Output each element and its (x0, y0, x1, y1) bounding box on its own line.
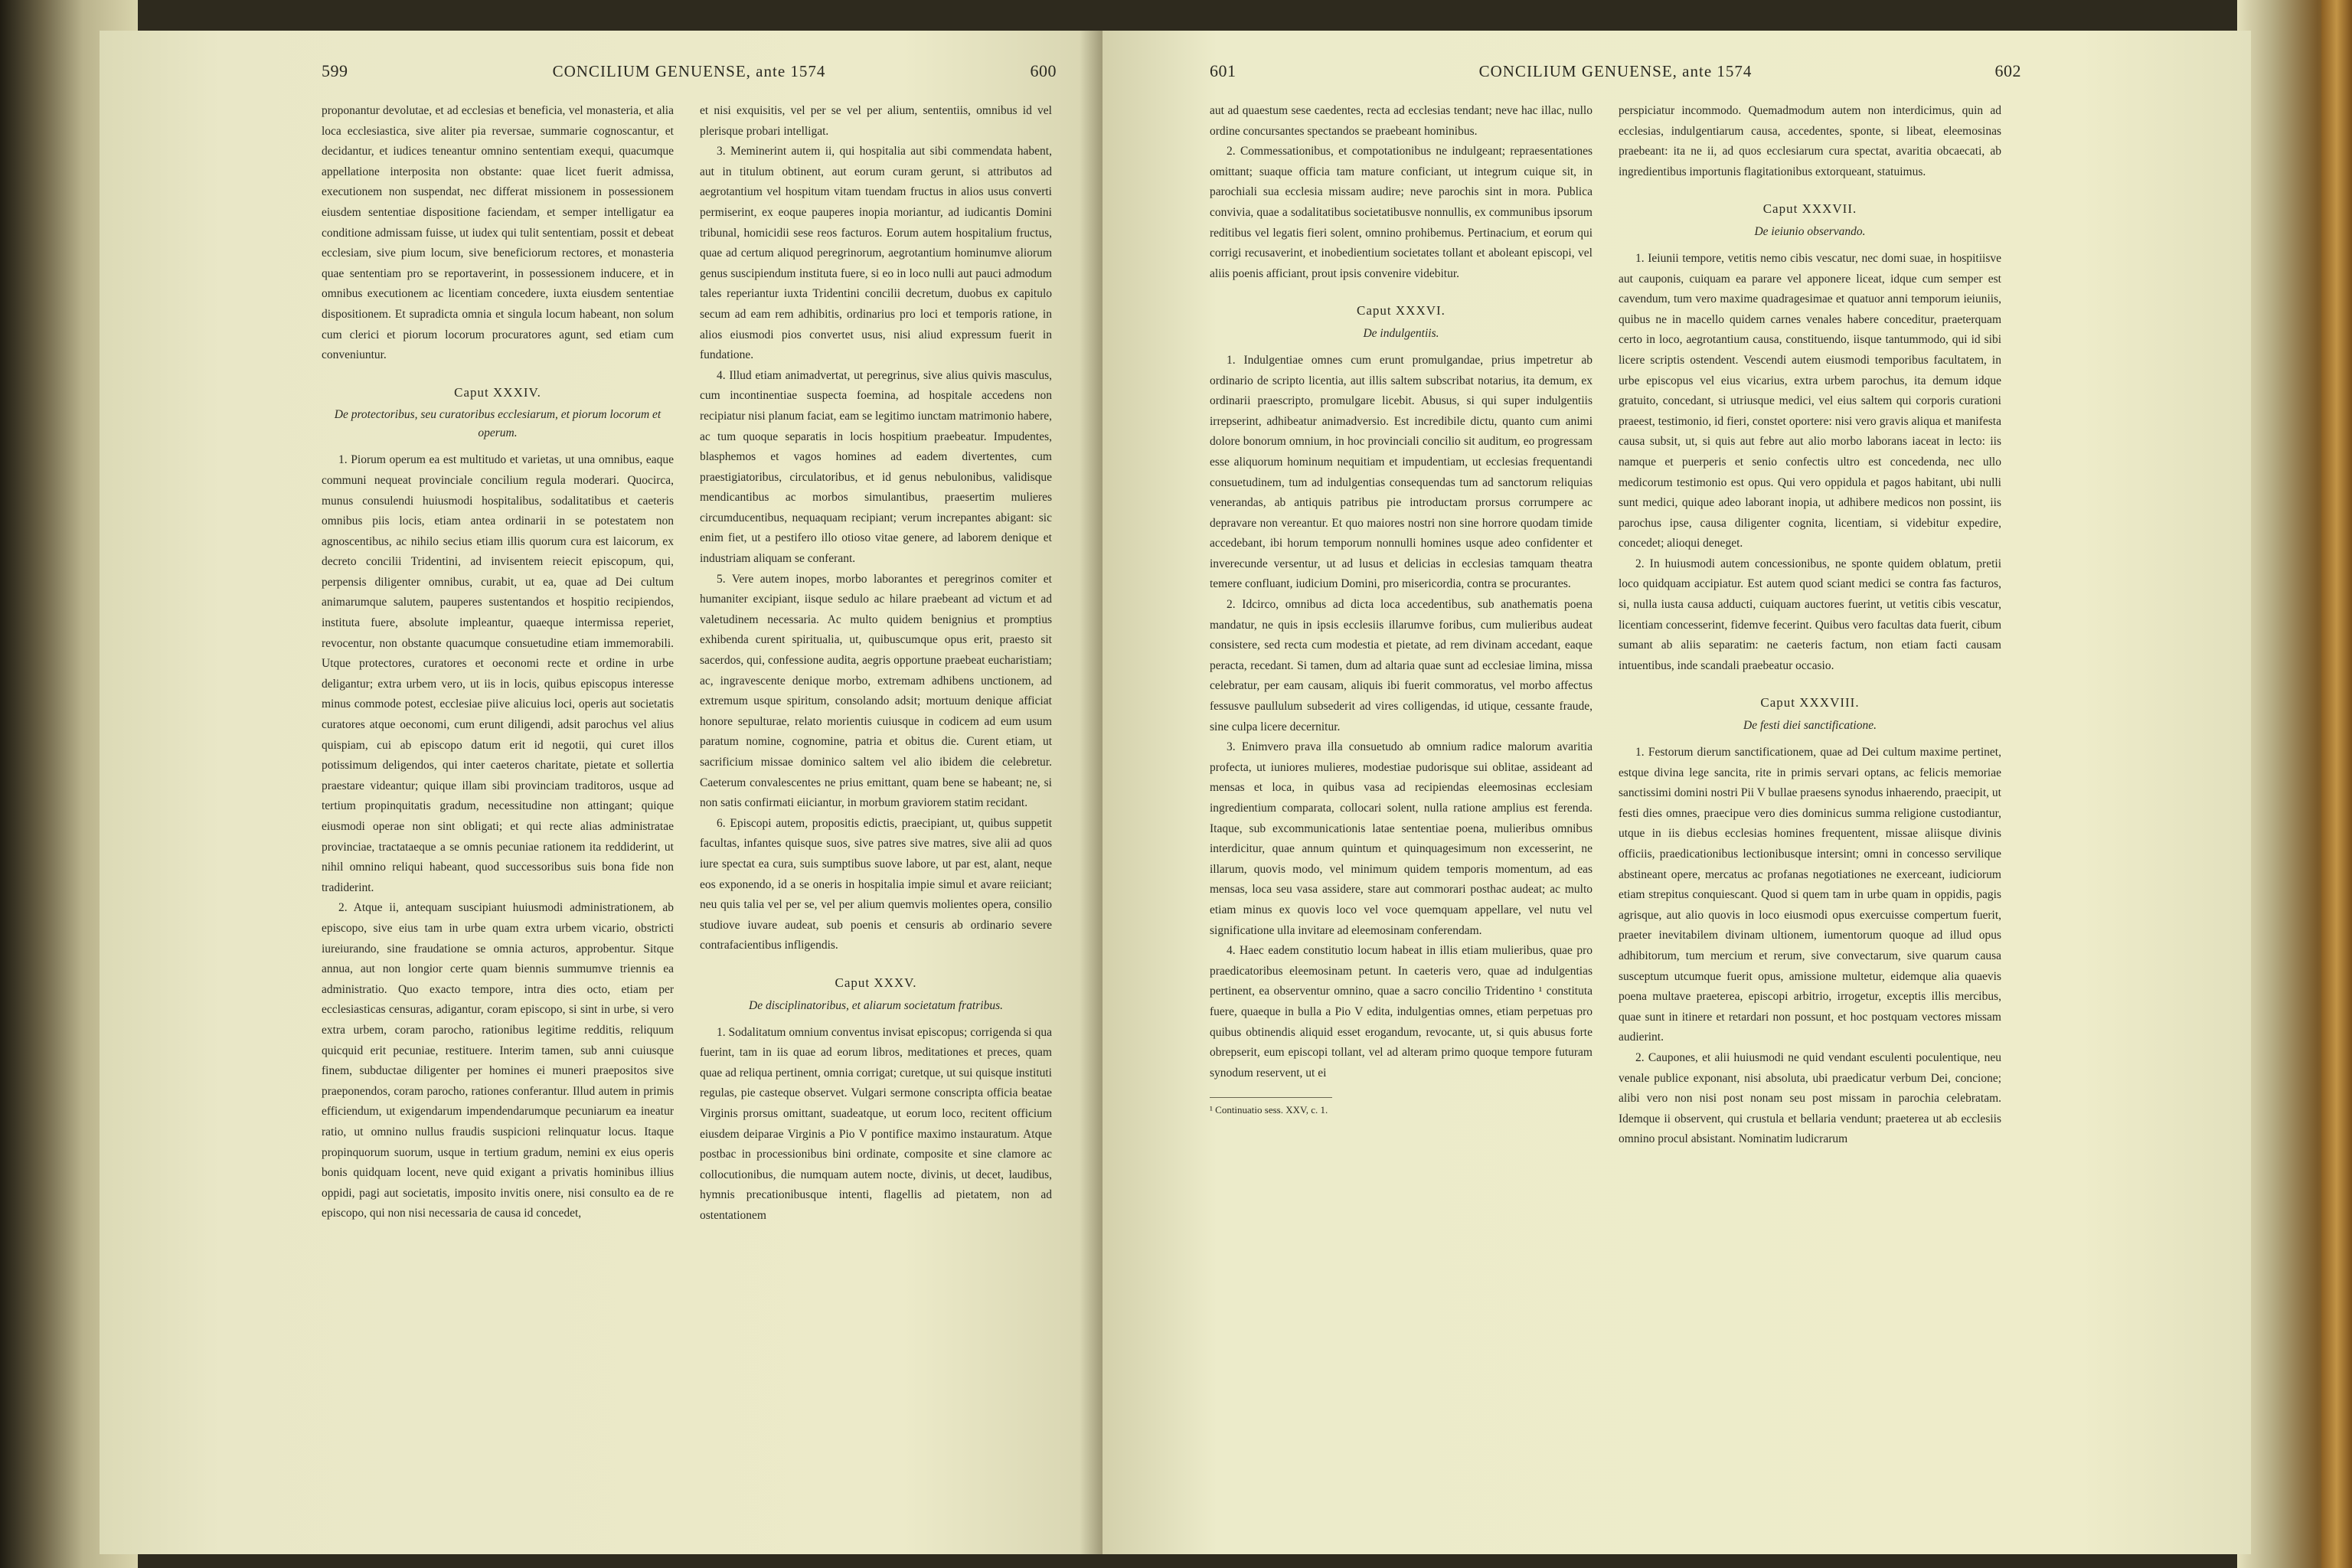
chapter-subtitle: De ieiunio observando. (1754, 224, 1866, 238)
paragraph: 1. Sodalitatum omnium conventus invisat episcopus; corrigenda si qua fuerint, tam in iis quae ad eorum libros, meditationes et preces, quam quae ad reliqua pertinent, omnia corrigat; curetque, ut sui quisque instituti regulas, pie casteque observet. Vulgari sermone conscripta officia beatae Virginis prorsus omittant, suadeatque, ut eorum loco, recitent officium eiusdem deiparae Virginis a Pio V pontifice maximo instauratum. Atque postbac in processionibus bini ordinate, composite et sine clamore ac collocutionibus, die numquam autem nocte, divinis, ut decet, laudibus, hymnis precationibusque intenti, flagellis ad pietatem, non ad ostentationem (700, 1025, 1052, 1222)
chapter-subtitle: De disciplinatoribus, et aliarum societatum fratribus. (749, 998, 1003, 1012)
page-number: 601 (1210, 61, 1236, 80)
column-left (1210, 101, 1592, 1150)
running-title: CONCILIUM GENUENSE, ante 1574 (1478, 62, 1753, 80)
paragraph: 4. Haec eadem constitutio locum habeat in illis etiam mulieribus, quae pro praedicatoribus eleemosinam petunt. In caeteris vero, quae ad indulgentias pertinent, ea observentur omnino, quae a sacro concilio Tridentino ¹ constituta fuere, quaeque in bulla a Pio V edita, indulgentias omnes, etiam perpetuas pro quibus obtinendis aliquid esset erogandum, revocante, ut, si quis abusus forte obrepserit, eum episcopi tollant, vel ad alteram primo quoque tempore futuram synodum reservent, ut ei (1210, 944, 1592, 1080)
column-left (322, 101, 674, 1226)
chapter-subtitle: De protectoribus, seu curatoribus ecclesiarum, et piorum locorum et operum. (334, 408, 662, 440)
paragraph: 1. Festorum dierum sanctificationem, quae ad Dei cultum maxime pertinet, estque divina lege sancita, rite in primis servari optans, ac felicis memoriae sanctissimi domini nostri Pii V bullae praesens synodus inhaerendo, praecipit, ut festi dies omnes, praecipue vero dies dominicus summa religione custodiantur, utque in iis diebus ecclesias homines frequentent, missae aliisque divinis officiis, praedicationibus lectionibusque intersint; omni in concesso servilique abstineant opere, mercatus ac profanas negotiationes ne exerceant, iudiciorum etiam strepitus conquiescant. Quod si quem tam in urbe quam in oppidis, pagis agrisque, aut alio quovis in loco eiusmodi opus exercuisse compertum fuerit, praeter inevitabilem divinam ultionem, iumentorum quoque ad illud opus adhibitorum, tum mercium et rerum, sive convectarum, sive quarum causa susceptum utcumque fuerit opus, amissione multetur, eidemque alia quaevis poena multave praeterea, episcopi arbitrio, irrogetur, exceptis illis mercibus, quae sunt in itinere et retardari non possunt, et hoc postquam vectores missam audierint. (1619, 746, 2001, 1044)
paragraph: 2. In huiusmodi autem concessionibus, ne sponte quidem oblatum, pretii loco quidquam accipiatur. Est autem quod sciant medici se contra fas facturos, si, nulla iusta causa adducti, cuiquam auctores fuerint, ut vetitis cibis vescatur, licentiam concesserint, fidemve fecerint. Quibus vero facultas data fuerit, cibum sumant ab aliis separatim: ne caeteris factum, non etiam facti causam intuentibus, inde scandali praebeatur occasio. (1619, 557, 2001, 672)
paragraph: aut ad quaestum sese caedentes, recta ad ecclesias tendant; neve hac illac, nullo ordine concursantes spectandos se praebeant hominibus. (1210, 104, 1592, 138)
footnote-rule (1210, 1097, 1332, 1098)
paragraph: 3. Meminerint autem ii, qui hospitalia aut sibi commendata habent, aut in titulum obtinent, aut eorum curam gerunt, si attributos ad aegrotantium vel hospitum vitam tuendam fructus in alios usus converti permiserint, ex eoque pauperes inopia moriantur, ad iudicantis Domini tribunal, homicidii sese reos facturos. Eorum autem hospitalium fructus, quae ad certum aliquod peregrinorum, aegrotantium hominumve aliorum genus suscipiendum instituta fuere, si eo in loco nulli aut pauci admodum tales reperiantur iuxta Tridentini concilii decretum, duobus ex capitulo secum ad eam rem adhibitis, ordinarius pro loci et temporis ratione, in alios eiusmodi pios convertet usus, nisi aliud expressum fuerit in fundatione. (700, 145, 1052, 362)
paragraph: 4. Illud etiam animadvertat, ut peregrinus, sive alius quivis masculus, cum incontinentiae suspecta foemina, ad hospitale accedens non recipiatur nisi planum faciat, eam se legitimo iunctam matrimonio habere, ac tum quoque separatis in locis hospitium praebeatur. Impudentes, blasphemos et vagos homines ad eadem divertentes, cum praestigiatoribus, circulatoribus, et id genus nebulonibus, validisque mendicantibus ac morbos simulantibus, praesertim mulieres circumducentibus, nequaquam recipiant; verum increpantes abigant: sic enim fiet, ut a pestifero illo otioso vitae genere, ad laborem denique et industriam aliquam se conferant. (700, 368, 1052, 566)
paragraph: 2. Atque ii, antequam suscipiant huiusmodi administrationem, ab episcopo, sive eius tam in urbe quam extra urbem vicario, obstricti iureiurando, sine fraudatione se omnia acturos, approbentur. Sitque annua, aut non longior certe quam biennis summumve triennis ea administratio. Quo exacto tempore, intra dies octo, etiam per ecclesiasticas censuras, adigantur, coram episcopo, si sint in urbe, si vero extra urbem, coram parocho, rationibus legitime redditis, reliquum quicquid erit pecuniae, restituere. Interim tamen, sub anni cuiusque finem, subductae diligenter per homines ei muneri praepositos sive praeponendos, coram parocho, rationes conferantur. Illud autem in primis efficiendum, ut exigendarum impendendarumque pecuniarum ea ineatur ratio, ut omnino nullus fraudis suspicioni relinquatur locus. Itaque propinquorum suorum, usque in tertium gradum, nemini ex eius operis bonis quidquam locent, neve quid exigant a privatis hominibus illius oppidi, pagi aut societatis, imposito invitis onere, nisi consulto ea de re episcopo, qui non nisi necessaria de causa id concedet, (322, 901, 674, 1220)
text-columns (322, 101, 1057, 1226)
paragraph: 2. Idcirco, omnibus ad dicta loca accedentibus, sub anathematis poena mandatur, ne quis in ipsis ecclesiis illarumve foribus, cum mulieribus audeat consistere, sed recta cum modestia et pietate, ad rem divinam accedant, eaque peracta, recedant. Si tamen, dum ad altaria quae sunt ad ecclesiae limina, missa celebratur, per eam causam, aliquis ibi fuerit commoratus, vel morbo affectus fessusve paullulum subsederit ad vires colligendas, id utique, cessante fraude, sine culpa licere decernitur. (1210, 598, 1592, 733)
column-right (700, 101, 1052, 1226)
page-number: 599 (322, 61, 348, 80)
page-number: 600 (1030, 61, 1057, 80)
chapter-heading: Caput XXXV. (835, 975, 917, 990)
page-header (1210, 61, 2021, 81)
paragraph: 3. Enimvero prava illa consuetudo ab omnium radice malorum avaritia profecta, ut iuniores mulieres, modestiae pudorisque sui oblitae, assideant ad mensas et loca, in quibus vasa ad recipiendas eleemosinas ecclesiam ingredientium comparata, collocari solent, nulla ratione amplius est ferenda. Itaque, sub excommunicationis latae sententiae poena, mulieribus omnibus interdicitur, quae annum quintum et quinquagesimum non excesserint, ne illarum, quovis modo, vel minimum quidem temporis momentum, ad eas mensas, loca seu vasa assidere, stare aut commorari posthac audeat; ac multo etiam minus ex quovis loco vel voce quemquam appellare, vel nutu vel significatione ulla invitare ad eleemosinam conferendam. (1210, 740, 1592, 937)
chapter-subtitle: De festi diei sanctificatione. (1743, 719, 1877, 733)
chapter-heading: Caput XXXVIII. (1760, 695, 1860, 710)
chapter-heading: Caput XXXIV. (454, 384, 541, 400)
paragraph: perspiciatur incommodo. Quemadmodum autem non interdicimus, quin ad ecclesias, indulgentiarum causa, accedentes, sponte, si libeat, eleemosinas praebeant: ita ne ii, ad quos ecclesiarum cura spectat, avaritia obcaecati, ab ingredientibus importunis flagitationibus extorqueant, statuimus. (1619, 104, 2001, 178)
page-number: 602 (1994, 61, 2021, 80)
footnote: ¹ Continuatio sess. XXV, c. 1. (1210, 1104, 1328, 1116)
text-columns (1210, 101, 2021, 1150)
page-header (322, 61, 1057, 81)
left-page (100, 31, 1102, 1554)
chapter-heading: Caput XXXVII. (1762, 201, 1857, 217)
paragraph: 6. Episcopi autem, propositis edictis, praecipiant, ut, quibus suppetit facultas, infantes quisque suos, sive patres sive matres, sive alii ad quos iure spectat ea cura, suis sumptibus suove labore, ut par est, alant, neque eos exponendo, id a se oneris in hospitalia impie simul et avare reiiciant; neu quis talia vel per se, vel per alium quemvis molientes opera, consilio studiove iuvare audeat, sub poenis et censuris ab ordinario severe contrafacientibus infligendis. (700, 816, 1052, 952)
paragraph: 5. Vere autem inopes, morbo laborantes et peregrinos comiter et humaniter excipiant, iisque sedulo ac hilare praebeant ad victum et ad valetudinem necessaria. Ac multo quidem benignius et promptius exhibenda curent spiritualia, ut, quibuscumque opus erit, praesto sit sacerdos, qui, confessione audita, aegris opportune praebeat eucharistiam; ac, ingravescente denique morbo, extremam adhibens unctionem, ad extremum usque spiritum, consolando adsit; mortuum denique afficiat honore sepulturae, relato morientis cuiusque in codicem ad eum usum paratum nomine, cognomine, patria et obitus die. Curent etiam, ut sacrificium missae dominico saltem vel alio ibidem die celebretur. Caeterum convalescentes ne prius emittant, quam bene se habeant; ne, si non satis confirmati eiiciantur, in morbum graviorem statim recidant. (700, 572, 1052, 810)
paragraph: 2. Commessationibus, et compotationibus ne indulgeant; repraesentationes omittant; suaque officia tam mature conficiant, ut integrum cuique sit, in parochiali sua ecclesia missam audire; neve parochis sint in mora. Publica convivia, quae a sodalitatibus societatibusve nonnullis, ex communibus ipsorum reditibus vel legatis fieri solent, omnino prohibemus. Pertinacium, et eorum qui corrigi recusaverint, et inobedientium societates tollant et aboleant episcopi, vel aliis poenis afficiant, prout ipsis convenire videbitur. (1210, 145, 1592, 280)
book-cover-edge (2321, 0, 2352, 1568)
running-title: CONCILIUM GENUENSE, ante 1574 (552, 62, 826, 80)
chapter-heading: Caput XXXVI. (1357, 303, 1446, 318)
paragraph: proponantur devolutae, et ad ecclesias et beneficia, vel monasteria, et alia loca ecclesiastica, sive aliter pia reversae, summarie cognoscantur, et decidantur, et iudices teneantur omnino sententiam exequi, quacumque appellatione interposita non obstante: quae licet fuerit admissa, executionem non suspendat, nec differat missionem in possessionem eiusdem sententiae dispositione faciendam, et semper intelligatur ea conditione admissam fuisse, ut iudex qui tulit sententiam, possit et debeat ecclesiam, sive pium locum, sive beneficiorum rectores, et monasteria quae sententiam pro se reportaverint, in possessionem inducere, et in omnibus executionem ac licentiam concedere, iuxta eiusdem sententiae dispositionem. Et supradicta omnia et singula locum habeant, non solum cum clerici et piorum locorum procuratores agunt, sed etiam cum conveniuntur. (322, 104, 674, 362)
paragraph: et nisi exquisitis, vel per se vel per alium, sententiis, omnibus id vel plerisque probari intelligat. (700, 104, 1052, 138)
paragraph: 1. Piorum operum ea est multitudo et varietas, ut una omnibus, eaque communi nequeat provinciale concilium regula moderari. Quocirca, munus consulendi huiusmodi hospitalibus, sodalitatibus et caeteris omnibus piis locis, etiam antea ordinarii in se potestatem non agnoscentibus, ac nihilo secius etiam illis quorum cura est laicorum, ex decreto concilii Tridentini, ad invisentem reiecit episcopum, qui, perpensis diligenter omnibus, curabit, ut ea, quae ad Dei cultum animarumque salutem, pauperes sustentandos et hospitio recipiendos, instituta fuere, absolute impleantur, quaeque intermissa reperiet, revocentur, non obstante quacumque consuetudine etiam immemorabili. Utque protectores, curatores et oeconomi recte et ordine in urbe deligantur; extra urbem vero, ut iis in locis, quibus episcopus interesse minus commode potest, ecclesiae piive alicuius loci, operis aut societatis curatores atque oeconomi, cum erunt diligendi, adsit parochus vel alius quispiam, cui ab episcopo datum erit id negotii, qui curet illos potissimum deligendos, qui inter caeteros charitate, pietate et sollertia praestare videantur; quique illam sibi provinciam traditoros, usque ad tertium propinquitatis gradum, necessitudine non attingant; quique eiusmodi operae non sint obligati; et qui recte alias administratae provinciae, tractataeque a se omnis pecuniae rationem ita reddiderint, ut nihil omnino reliqui habeant, quod successoribus suis bona fide non tradiderint. (322, 453, 674, 894)
paragraph: 1. Ieiunii tempore, vetitis nemo cibis vescatur, nec domi suae, in hospitiisve aut cauponis, cuiquam ea parare vel apponere liceat, idque cum semper est cavendum, tum vero maxime quadragesimae et quatuor anni temporum ieiuniis, quibus ne in macello quidem carnes venales habere conceditur, praeterquam certo in loco, aegrotantium causa, constituendo, iisque tantummodo, qui id sibi licere scriptis ostendent. Vescendi autem eiusmodi temporibus facultatem, in urbe episcopus vel eius vicarius, extra urbem parochus, ita demum idque gratuito, concedant, si utriusque medici, vel eius saltem qui corporis curationi praeest, testimonio, id fieri, constet oportere: nisi vero gravis aliqua et manifesta causa subsit, ut, si quis aut febre aut alio morbo laborans iaceat in lecto: iis namque et puerperis et senio confectis ultro est concedenda, nec ullo medicorum testimonio est opus. Qui vero oppidula et pagos habitant, ubi nulli sunt medici, quique adeo laborant inopia, ut adhibere medicos non possint, iis parochus ipse, causa diligenter cognita, licentiam, si videbitur expedire, concedet; alioqui deneget. (1619, 251, 2001, 550)
paragraph: 2. Caupones, et alii huiusmodi ne quid vendant esculenti poculentique, neu venale publice exponant, nisi absoluta, ubi praedicatur verbum Dei, concione; alibi vero non nisi post nonam seu post missam in parochia celebratam. Idemque ii observent, qui crustula et bellaria vendunt; praeterea ut ab ecclesiis omnino procul absistant. Nominatim ludicrarum (1619, 1050, 2001, 1146)
chapter-subtitle: De indulgentiis. (1363, 326, 1439, 340)
right-page (1102, 31, 2251, 1554)
column-right (1619, 101, 2001, 1150)
paragraph: 1. Indulgentiae omnes cum erunt promulgandae, prius impetretur ab ordinario de scripto licentia, aut illis saltem subscribat notarius, ita demum, ex ordinarii praescripto, promulgare licebit. Abusus, si qui super indulgentiis irrepserint, adhibeatur animadversio. Est incredibile dictu, quanto cum animi dolore bonorum omnium, in hoc provinciali concilio sit auditum, eo progressam esse aliquorum hominum nequitiam et impudentiam, ut ecclesias frequentandi consuetudinem, tum ad indulgentias consequendas tum ad sanctorum reliquias venerandas, ab antiquis patribus pie introductam prorsus corrumpere ac depravare non vereantur. Et quo maiores nostri non sine horrore quodam timide accedebant, ibi horum temporum nonnulli homines usque adeo confidenter et inverecunde versentur, ut ad lusus et delicias in ecclesias tamquam theatra temere confluant, iudicium Domini, pro misericordia, contra se procurantes. (1210, 353, 1592, 591)
